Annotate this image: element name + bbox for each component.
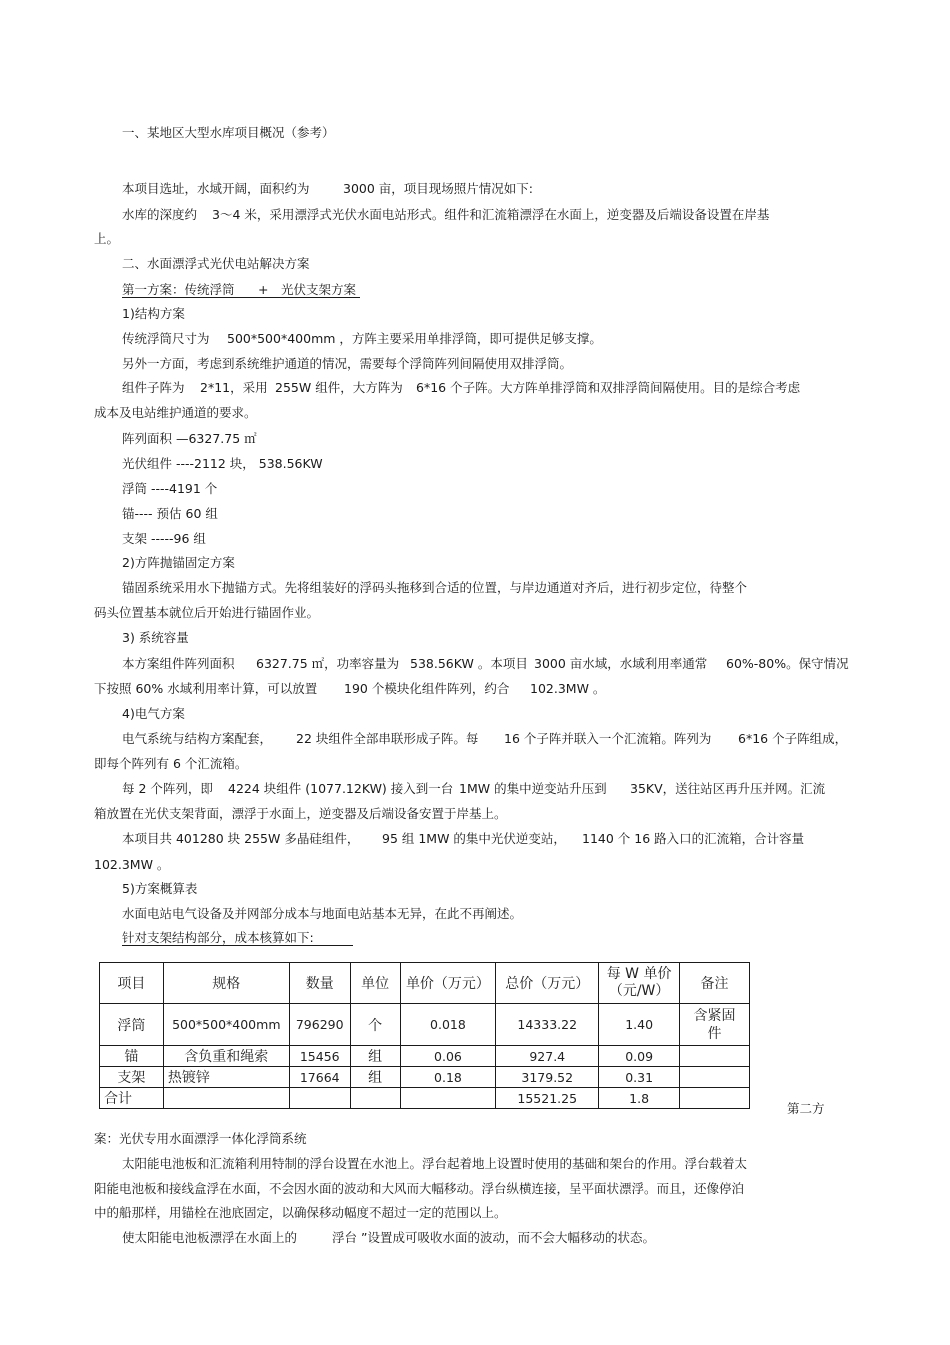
plan2-title-b: 案：光伏专用水面漂浮一体化浮筒系统 xyxy=(94,1131,307,1146)
s1-p4: 成本及电站维护通道的要求。 xyxy=(94,405,257,420)
s3-p2a: 下按照 60% 水域利用率计算，可以放置 xyxy=(94,681,318,696)
s4-p5b: 95 组 1MW 的集中光伏逆变站， xyxy=(382,831,566,846)
s3-p1c: 538.56KW 。本项目 xyxy=(410,656,528,671)
table-row xyxy=(100,1004,750,1046)
table-cell: 3179.52 xyxy=(496,1067,599,1088)
s4-p1c: 16 个子阵并联入一个汇流箱。阵列为 xyxy=(504,731,712,746)
table-cell: 0.018 xyxy=(400,1004,496,1046)
table-cell: 500*500*400mm xyxy=(163,1004,289,1046)
table-cell: 热镀锌 xyxy=(163,1067,289,1088)
s1-title: 1)结构方案 xyxy=(122,306,185,321)
table-cell: 1.40 xyxy=(599,1004,680,1046)
table-cell xyxy=(680,1067,750,1088)
s4-p1a: 电气系统与结构方案配套， xyxy=(122,731,273,746)
intro-line-2b: 3～4 米，采用漂浮式光伏水面电站形式。组件和汇流箱漂浮在水面上，逆变器及后端设备设置在岸基 xyxy=(212,207,770,222)
s4-p6: 102.3MW 。 xyxy=(94,857,170,872)
s1-p3c: 255W 组件，大方阵为 xyxy=(275,380,403,395)
plan2-p3: 中的船那样，用锚栓在池底固定，以确保移动幅度不超过一定的范围以上。 xyxy=(94,1205,507,1220)
s3-p2c: 102.3MW 。 xyxy=(530,681,606,696)
table-cell: 14333.22 xyxy=(496,1004,599,1046)
float-count: 浮筒 ----4191 个 xyxy=(122,481,218,496)
s4-p4: 箱放置在光伏支架背面，漂浮于水面上，逆变器及后端设备安置于岸基上。 xyxy=(94,806,507,821)
table-cell xyxy=(680,1088,750,1109)
s4-p3d: 35KV，送往站区再升压并网。汇流 xyxy=(630,781,826,796)
array-area: 阵列面积 —6327.75 ㎡ xyxy=(122,431,257,446)
table-cell: 组 xyxy=(350,1067,400,1088)
table-header: 项目 xyxy=(100,963,164,1004)
pv-modules: 光伏组件 ----2112 块， 538.56KW xyxy=(122,456,323,471)
s2-title: 2)方阵抛锚固定方案 xyxy=(122,555,235,570)
s4-p1b: 22 块组件全部串联形成子阵。每 xyxy=(296,731,479,746)
table-header: 规格 xyxy=(163,963,289,1004)
s5-title: 5)方案概算表 xyxy=(122,881,198,896)
table-header: 单位 xyxy=(350,963,400,1004)
s4-p3b: 4224 块组件 (1077.12KW) 接入到一台 xyxy=(228,781,454,796)
intro-line-1a: 本项目选址，水域开阔，面积约为 xyxy=(122,181,310,196)
table-header: 数量 xyxy=(289,963,350,1004)
table-cell: 15521.25 xyxy=(496,1088,599,1109)
s3-p2b: 190 个模块化组件阵列，约合 xyxy=(344,681,510,696)
table-total-row xyxy=(100,1088,750,1109)
table-cell: 含负重和绳索 xyxy=(163,1046,289,1067)
s4-p2: 即每个阵列有 6 个汇流箱。 xyxy=(94,756,248,771)
s5-p2: 针对支架结构部分，成本核算如下: xyxy=(122,930,314,945)
table-cell: 合计 xyxy=(100,1088,164,1109)
plan2-p4b: 浮台 ”设置成可吸收水面的波动，而不会大幅移动的状态。 xyxy=(332,1230,655,1245)
s1-p2: 另外一方面，考虑到系统维护通道的情况，需要每个浮筒阵列间隔使用双排浮筒。 xyxy=(122,356,573,371)
s4-p3a: 每 2 个阵列，即 xyxy=(122,781,213,796)
table-header: 单价（万元） xyxy=(400,963,496,1004)
s4-title: 4)电气方案 xyxy=(122,706,185,721)
s3-p1d: 3000 亩水域，水域利用率通常 xyxy=(534,656,708,671)
s3-title: 3) 系统容量 xyxy=(122,630,189,645)
table-cell xyxy=(289,1088,350,1109)
s4-p5a: 本项目共 401280 块 255W 多晶硅组件， xyxy=(122,831,360,846)
table-cell: 0.18 xyxy=(400,1067,496,1088)
plan1-title-b: + 光伏支架方案 xyxy=(258,282,356,297)
s3-p1a: 本方案组件阵列面积 xyxy=(122,656,235,671)
s1-p1b: 500*500*400mm ，方阵主要采用单排浮筒，即可提供足够支撑。 xyxy=(227,331,602,346)
plan2-p4a: 使太阳能电池板漂浮在水面上的 xyxy=(122,1230,298,1245)
s5-p2-underline xyxy=(122,945,353,946)
table-row xyxy=(100,1046,750,1067)
plan1-title-underline xyxy=(122,297,360,298)
anchor-count: 锚---- 预估 60 组 xyxy=(122,506,218,521)
s3-p1b: 6327.75 ㎡，功率容量为 xyxy=(256,656,400,671)
table-cell: 17664 xyxy=(289,1067,350,1088)
intro-line-1b: 3000 亩，项目现场照片情况如下: xyxy=(343,181,533,196)
bracket-count: 支架 -----96 组 xyxy=(122,531,206,546)
table-cell xyxy=(400,1088,496,1109)
s4-p5c: 1140 个 16 路入口的汇流箱，合计容量 xyxy=(582,831,805,846)
heading-solution: 二、水面漂浮式光伏电站解决方案 xyxy=(122,256,310,271)
s1-p1a: 传统浮筒尺寸为 xyxy=(122,331,210,346)
s1-p3a: 组件子阵为 xyxy=(122,380,185,395)
plan2-p2: 阳能电池板和接线盒浮在水面，不会因水面的波动和大风而大幅移动。浮台纵横连接，呈平面状漂浮。而且，还像停泊 xyxy=(94,1181,745,1196)
s1-p3d: 6*16 个子阵。大方阵单排浮筒和双排浮筒间隔使用。目的是综合考虑 xyxy=(416,380,801,395)
table-header: 备注 xyxy=(680,963,750,1004)
table-cell: 浮筒 xyxy=(100,1004,164,1046)
table-cell: 796290 xyxy=(289,1004,350,1046)
table-header: 总价（万元） xyxy=(496,963,599,1004)
table-cell: 0.09 xyxy=(599,1046,680,1067)
table-cell xyxy=(163,1088,289,1109)
cost-table xyxy=(99,962,750,1109)
table-cell: 含紧固件 xyxy=(680,1004,750,1046)
s5-p1: 水面电站电气设备及并网部分成本与地面电站基本无异，在此不再阐述。 xyxy=(122,906,523,921)
table-header: 每 W 单价（元/W） xyxy=(599,963,680,1004)
table-cell: 个 xyxy=(350,1004,400,1046)
table-cell xyxy=(350,1088,400,1109)
s4-p1d: 6*16 个子阵组成， xyxy=(738,731,848,746)
s3-p1e: 60%-80%。保守情况 xyxy=(726,656,849,671)
table-cell: 927.4 xyxy=(496,1046,599,1067)
plan1-title-a: 第一方案：传统浮筒 xyxy=(122,282,235,297)
heading-project-overview: 一、某地区大型水库项目概况（参考） xyxy=(122,125,335,140)
table-cell xyxy=(680,1046,750,1067)
table-cell: 组 xyxy=(350,1046,400,1067)
plan2-title-a: 第二方 xyxy=(787,1101,825,1116)
table-cell: 锚 xyxy=(100,1046,164,1067)
intro-line-2a: 水库的深度约 xyxy=(122,207,198,222)
intro-line-3: 上。 xyxy=(94,231,120,246)
table-cell: 0.06 xyxy=(400,1046,496,1067)
s1-p3b: 2*11，采用 xyxy=(200,380,268,395)
s2-p1: 锚固系统采用水下抛锚方式。先将组装好的浮码头拖移到合适的位置，与岸边通道对齐后，进行初步定位，待整个 xyxy=(122,580,748,595)
table-cell: 支架 xyxy=(100,1067,164,1088)
plan2-p1: 太阳能电池板和汇流箱利用特制的浮台设置在水池上。浮台起着地上设置时使用的基础和架台的作用。浮台载着太 xyxy=(122,1156,748,1171)
s4-p3c: 1MW 的集中逆变站升压到 xyxy=(459,781,607,796)
s2-p2: 码头位置基本就位后开始进行锚固作业。 xyxy=(94,605,320,620)
table-cell: 15456 xyxy=(289,1046,350,1067)
table-row xyxy=(100,1067,750,1088)
table-cell: 0.31 xyxy=(599,1067,680,1088)
table-cell: 1.8 xyxy=(599,1088,680,1109)
table-header-row xyxy=(100,963,750,1004)
